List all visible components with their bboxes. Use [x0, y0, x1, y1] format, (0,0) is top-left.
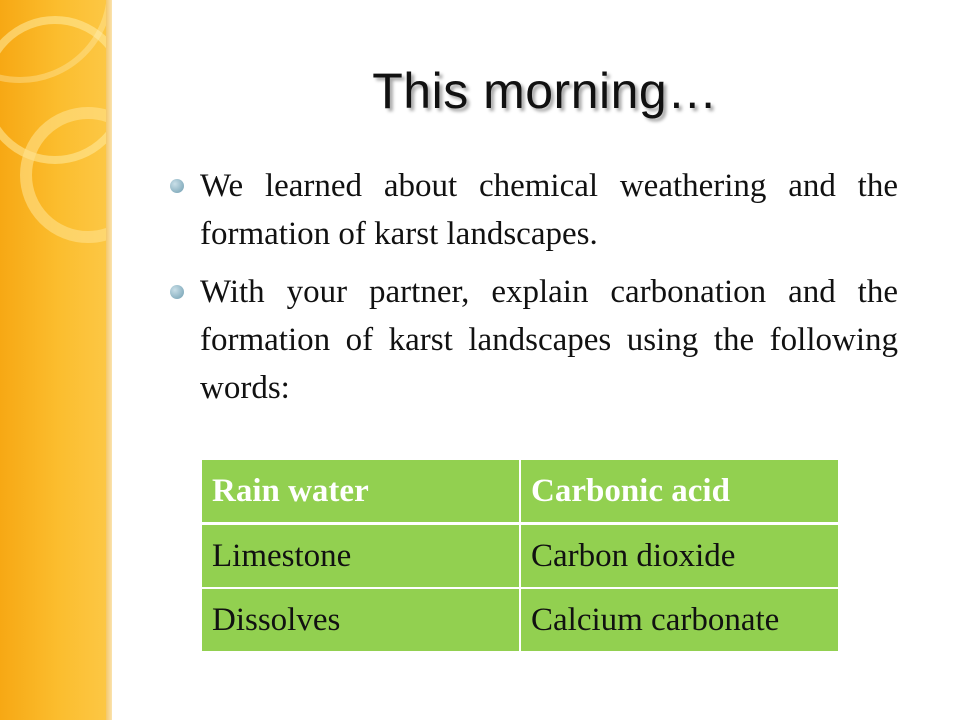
bullet-icon — [170, 179, 184, 193]
table-header-row — [201, 459, 839, 524]
bullet-text: We learned about chemical weathering and the formation of karst landscapes. — [200, 168, 898, 252]
bullet-list — [170, 162, 898, 422]
slide-title: This morning… — [372, 63, 718, 119]
table-header-cell: Carbonic acid — [520, 459, 839, 524]
table-cell: Limestone — [201, 524, 520, 589]
table-cell: Dissolves — [201, 588, 520, 652]
swirl-decoration-icon — [0, 0, 106, 720]
table-row — [201, 588, 839, 652]
table-header-cell: Rain water — [201, 459, 520, 524]
bullet-item — [170, 162, 898, 258]
table-row — [201, 524, 839, 589]
bullet-icon — [170, 285, 184, 299]
bullet-text: With your partner, explain carbonation and the formation of karst landscapes using the following words: — [200, 274, 898, 406]
bullet-item — [170, 268, 898, 412]
table-cell: Calcium carbonate — [520, 588, 839, 652]
sidebar-divider — [106, 0, 112, 720]
table-cell: Carbon dioxide — [520, 524, 839, 589]
decorative-sidebar — [0, 0, 106, 720]
key-words-table — [200, 458, 840, 653]
